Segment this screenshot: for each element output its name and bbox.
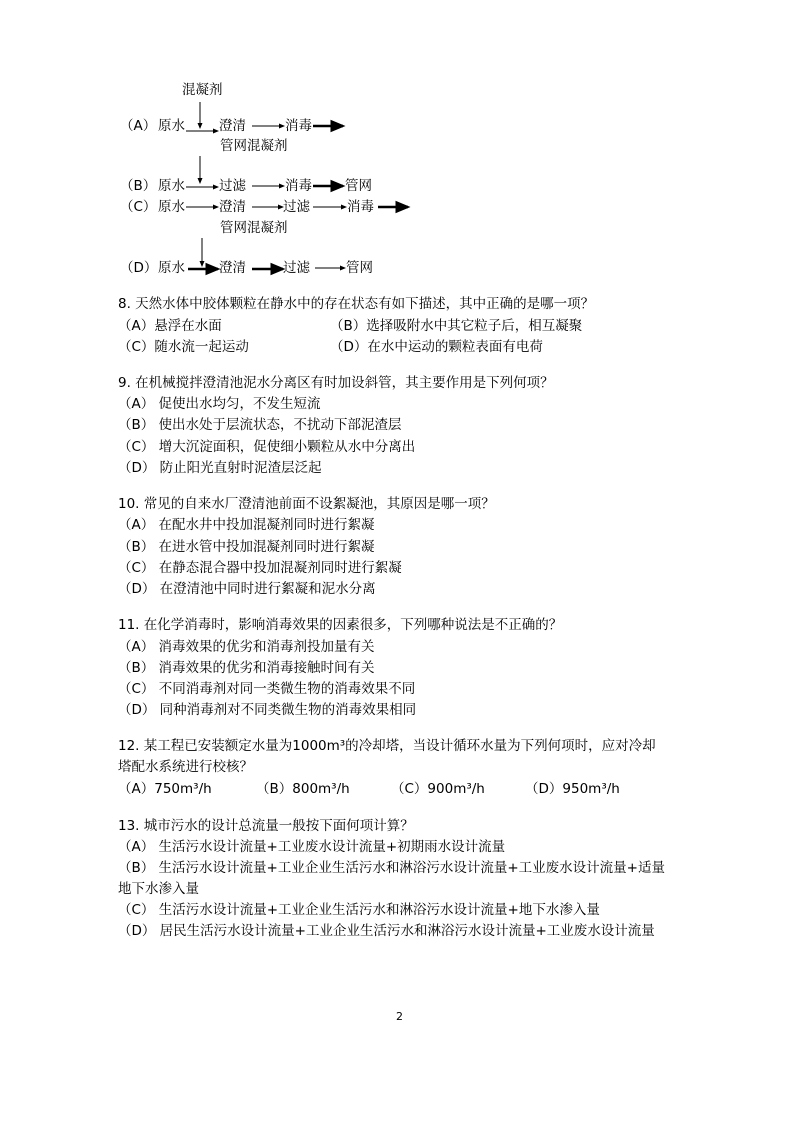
option: （A） 促使出水均匀，不发生短流 [118, 396, 321, 412]
option: （D） 防止阳光直射时泥渣层泛起 [118, 460, 322, 476]
option: （A）750m³/h [118, 781, 212, 797]
node-clarify: 澄清 [219, 260, 246, 276]
option: （A） 生活污水设计流量+工业废水设计流量+初期雨水设计流量 [118, 839, 506, 855]
option: （D）950m³/h [525, 781, 620, 797]
option: （B）800m³/h [256, 781, 350, 797]
option: （D） 同种消毒剂对不同类微生物的消毒效果相同 [118, 702, 417, 718]
pipe-coagulant-label: 管网混凝剂 [220, 220, 288, 236]
question-stem: 12. 某工程已安装额定水量为1000m³的冷却塔，当设计循环水量为下列何项时，应对冷却 [118, 738, 656, 754]
node-clarify: 澄清 [219, 199, 246, 215]
flow-diagram-arrows [0, 0, 794, 300]
node-disinfect: 消毒 [285, 118, 312, 134]
node-network: 管网 [345, 178, 372, 194]
pipe-coagulant-label: 管网混凝剂 [220, 138, 288, 154]
option: （C）900m³/h [391, 781, 485, 797]
question-stem: 13. 城市污水的设计总流量一般按下面何项计算？ [118, 818, 414, 834]
node-filter: 过滤 [283, 260, 310, 276]
coagulant-label: 混凝剂 [182, 82, 223, 98]
node-raw-water: 原水 [158, 178, 185, 194]
question-stem: 11. 在化学消毒时，影响消毒效果的因素很多，下列哪种说法是不正确的？ [118, 617, 563, 633]
option: （C）随水流一起运动 [118, 339, 249, 355]
option: （C） 不同消毒剂对同一类微生物的消毒效果不同 [118, 681, 416, 697]
option: （C） 生活污水设计流量+工业企业生活污水和淋浴污水设计流量+地下水渗入量 [118, 902, 600, 918]
node-raw-water: 原水 [158, 199, 185, 215]
option: （D） 居民生活污水设计流量+工业企业生活污水和淋浴污水设计流量+工业废水设计流量 [118, 923, 655, 939]
node-clarify: 澄清 [219, 118, 246, 134]
option: （B） 使出水处于层流状态，不扰动下部泥渣层 [118, 417, 402, 433]
question-stem: 塔配水系统进行校核？ [118, 759, 253, 775]
option-continued: 地下水渗入量 [118, 881, 199, 897]
option: （B）选择吸附水中其它粒子后，相互凝聚 [330, 318, 583, 334]
option: （D）在水中运动的颗粒表面有电荷 [330, 339, 543, 355]
option: （B） 生活污水设计流量+工业企业生活污水和淋浴污水设计流量+工业废水设计流量+适量 [118, 860, 665, 876]
option-c-label: （C） [120, 199, 157, 215]
option-d-label: （D） [120, 260, 158, 276]
page-number: 2 [396, 1010, 403, 1023]
node-disinfect: 消毒 [347, 199, 374, 215]
option: （A）悬浮在水面 [118, 318, 222, 334]
option: （A） 消毒效果的优劣和消毒剂投加量有关 [118, 639, 375, 655]
node-raw-water: 原水 [158, 260, 185, 276]
node-disinfect: 消毒 [285, 178, 312, 194]
node-raw-water: 原水 [158, 118, 185, 134]
option: （D） 在澄清池中同时进行絮凝和泥水分离 [118, 581, 376, 597]
option: （C） 在静态混合器中投加混凝剂同时进行絮凝 [118, 560, 402, 576]
node-filter: 过滤 [283, 199, 310, 215]
option: （A） 在配水井中投加混凝剂同时进行絮凝 [118, 517, 375, 533]
option: （B） 在进水管中投加混凝剂同时进行絮凝 [118, 539, 375, 555]
option-b-label: （B） [120, 178, 157, 194]
question-stem: 8. 天然水体中胶体颗粒在静水中的存在状态有如下描述，其中正确的是哪一项？ [118, 296, 595, 312]
option: （C） 增大沉淀面积，促使细小颗粒从水中分离出 [118, 439, 416, 455]
option-a-label: （A） [120, 118, 157, 134]
option: （B） 消毒效果的优劣和消毒接触时间有关 [118, 660, 375, 676]
question-stem: 9. 在机械搅拌澄清池泥水分离区有时加设斜管，其主要作用是下列何项？ [118, 375, 554, 391]
question-stem: 10. 常见的自来水厂澄清池前面不设絮凝池，其原因是哪一项？ [118, 496, 495, 512]
node-network: 管网 [346, 260, 373, 276]
node-filter: 过滤 [219, 178, 246, 194]
